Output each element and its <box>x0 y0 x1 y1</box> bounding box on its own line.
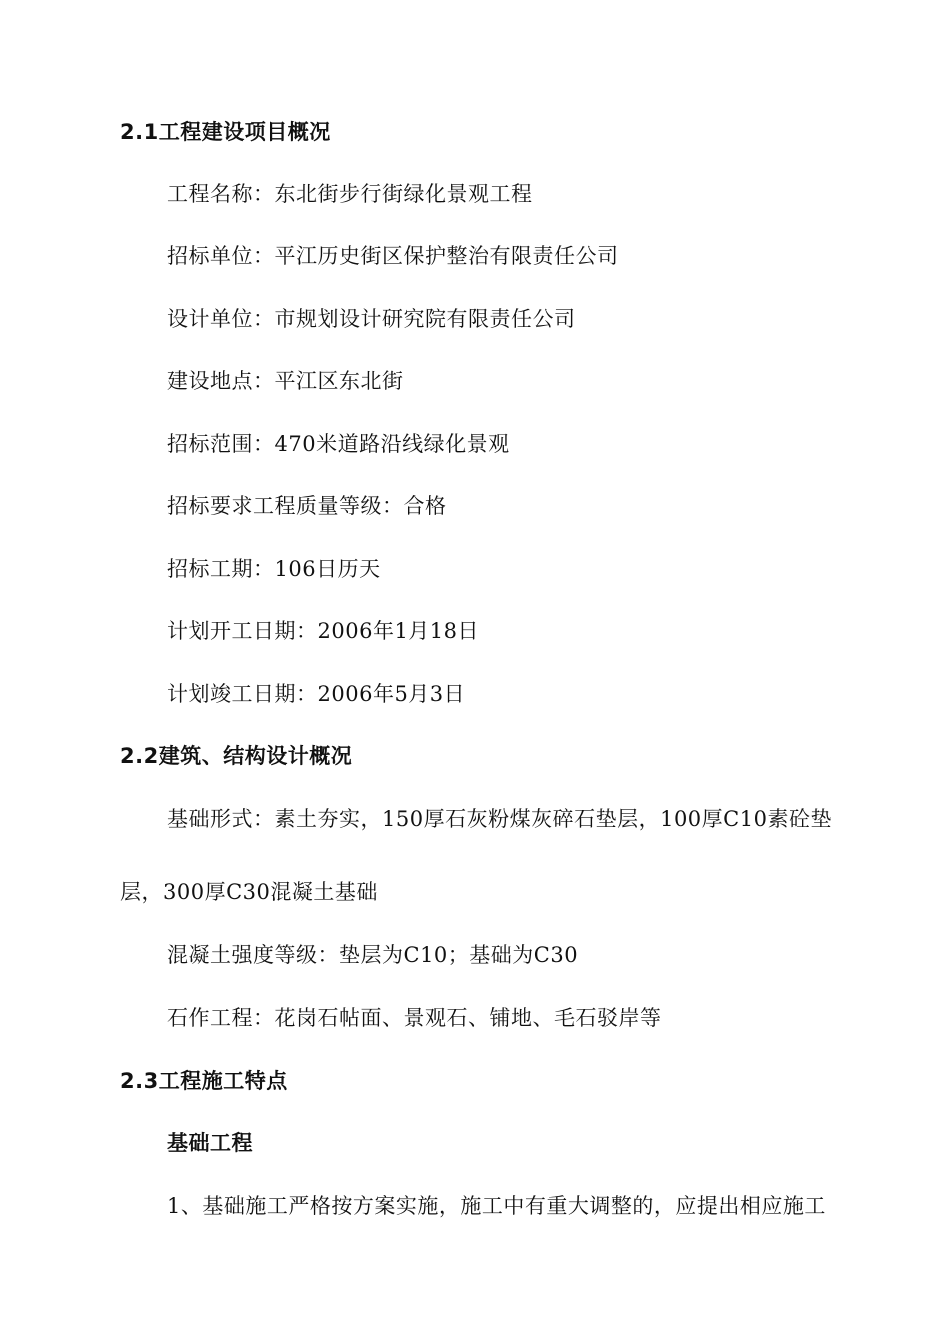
section-heading-2-2: 2.2建筑、结构设计概况 <box>120 744 353 768</box>
tender-duration: 招标工期：106日历天 <box>167 557 381 581</box>
tender-scope: 招标范围：470米道路沿线绿化景观 <box>167 432 510 456</box>
concrete-strength-grade: 混凝土强度等级：垫层为C10；基础为C30 <box>167 943 579 967</box>
construction-site: 建设地点：平江区东北街 <box>167 369 404 393</box>
planned-start-date: 计划开工日期：2006年1月18日 <box>167 619 480 643</box>
design-unit: 设计单位：市规划设计研究院有限责任公司 <box>167 307 576 331</box>
project-name: 工程名称：东北街步行街绿化景观工程 <box>167 182 533 206</box>
construction-point-1: 1、基础施工严格按方案实施，施工中有重大调整的，应提出相应施工 <box>167 1194 826 1218</box>
section-heading-2-3: 2.3工程施工特点 <box>120 1069 288 1093</box>
tender-unit: 招标单位：平江历史街区保护整治有限责任公司 <box>167 244 619 268</box>
foundation-form-line-2: 层，300厚C30混凝土基础 <box>120 880 378 904</box>
foundation-form-line-1: 基础形式：素土夯实，150厚石灰粉煤灰碎石垫层，100厚C10素砼垫 <box>167 807 832 831</box>
stonework: 石作工程：花岗石帖面、景观石、铺地、毛石驳岸等 <box>167 1006 662 1030</box>
section-heading-2-1: 2.1工程建设项目概况 <box>120 120 331 144</box>
quality-grade: 招标要求工程质量等级：合格 <box>167 494 447 518</box>
subheading-foundation-works: 基础工程 <box>167 1131 253 1155</box>
planned-completion-date: 计划竣工日期：2006年5月3日 <box>167 682 466 706</box>
